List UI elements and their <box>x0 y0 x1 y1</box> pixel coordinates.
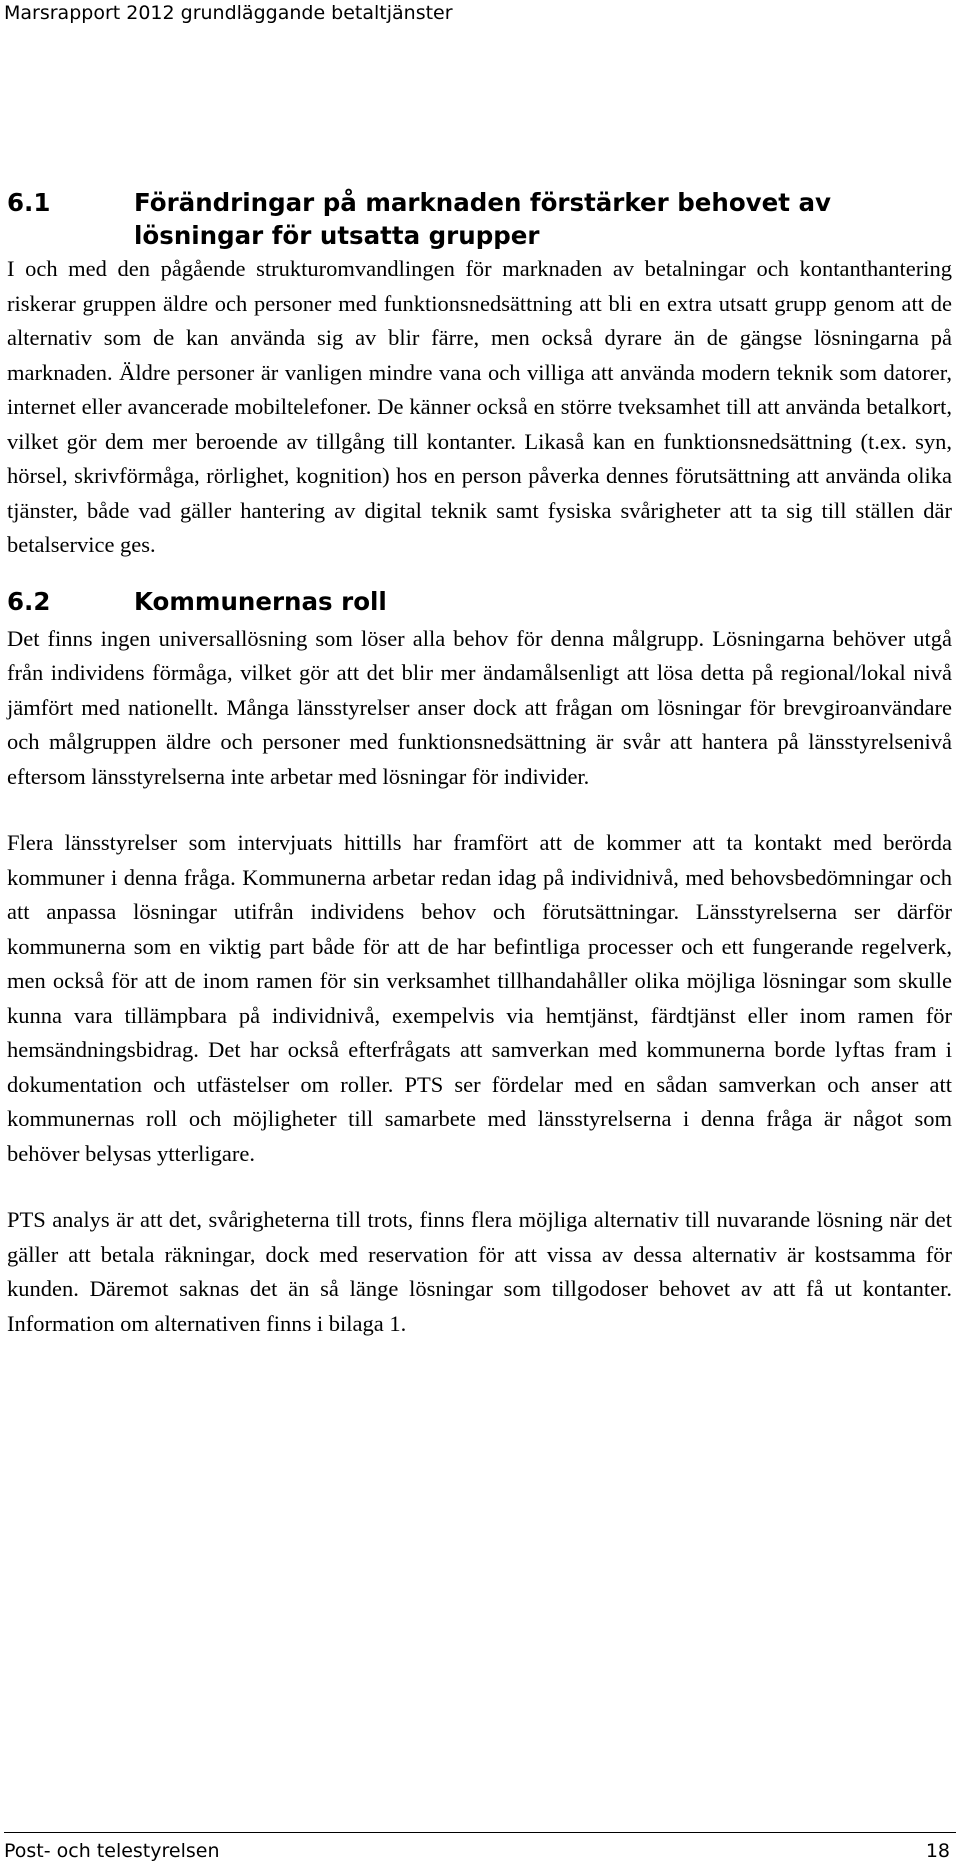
section-number: 6.1 <box>7 188 51 217</box>
footer-publisher: Post- och telestyrelsen <box>4 1840 220 1862</box>
paragraph: Flera länsstyrelser som intervjuats hittills har framfört att de kommer att ta kontakt med berörda kommuner i denna fråga. Kommunerna arbetar redan idag på individnivå, med behovsbedömningar och att anpassa lösningar utifrån individens behov och förutsättningar. Länsstyrelserna ser därför kommunerna som en viktig part både för att de har befintliga processer och ett fungerande regelverk, men också för att de inom ramen för sin verksamhet tillhandahåller olika möjliga lösningar som skulle kunna vara tillämpbara på individnivå, exempelvis via hemtjänst, färdtjänst eller inom ramen för hemsändningsbidrag. Det har också efterfrågats att samverkan med kommunerna borde lyftas fram i dokumentation och utfästelser om roller. PTS ser fördelar med en sådan samverkan och anser att kommunernas roll och möjligheter till samarbete med länsstyrelserna i denna fråga är något som behöver belysas ytterligare. <box>7 830 952 1166</box>
paragraph: PTS analys är att det, svårigheterna till trots, finns flera möjliga alternativ till nuvarande lösning när det gäller att betala räkningar, dock med reservation för att vissa av dessa alternativ är kostsamma för kunden. Däremot saknas det än så länge lösningar som tillgodoser behovet av att få ut kontanter. Information om alternativen finns i bilaga 1. <box>7 1207 952 1336</box>
running-header: Marsrapport 2012 grundläggande betaltjänster <box>4 2 453 24</box>
footer-rule <box>4 1832 956 1833</box>
running-footer <box>4 1840 950 1862</box>
section-title: Kommunernas roll <box>134 586 387 616</box>
page-number: 18 <box>925 1840 950 1862</box>
section-number: 6.2 <box>7 586 51 616</box>
section-title: Förändringar på marknaden förstärker behovet av lösningar för utsatta grupper <box>134 188 832 250</box>
paragraph: Det finns ingen universallösning som löser alla behov för denna målgrupp. Lösningarna behöver utgå från individens förmåga, vilket gör att det blir mer ändamålsenligt att lösa detta på regional/lokal nivå jämfört med nationellt. Många länsstyrelser anser dock att frågan om lösningar för brevgiroanvändare och målgruppen äldre och personer med funktionsnedsättning är svår att hantera på länsstyrelsenivå eftersom länsstyrelserna inte arbetar med lösningar för individer. <box>7 625 952 789</box>
paragraph: I och med den pågående strukturomvandlingen för marknaden av betalningar och kontanthantering riskerar gruppen äldre och personer med funktionsnedsättning att bli en extra utsatt grupp genom att de alternativ som de kan använda sig av blir färre, men också dyrare än de gängse lösningarna på marknaden. Äldre personer är vanligen mindre vana och villiga att använda modern teknik som datorer, internet eller avancerade mobiltelefoner. De känner också en större tveksamhet till att använda betalkort, vilket gör dem mer beroende av tillgång till kontanter. Likaså kan en funktionsnedsättning (t.ex. syn, hörsel, skrivförmåga, rörlighet, kognition) hos en person påverka dennes förutsättning att använda olika tjänster, både vad gäller hantering av digital teknik samt fysiska svårigheter att ta sig till ställen där betalservice ges. <box>7 256 952 557</box>
section-heading-6-2 <box>7 585 952 618</box>
page-content <box>7 186 952 1341</box>
section-heading-6-1 <box>7 186 952 252</box>
